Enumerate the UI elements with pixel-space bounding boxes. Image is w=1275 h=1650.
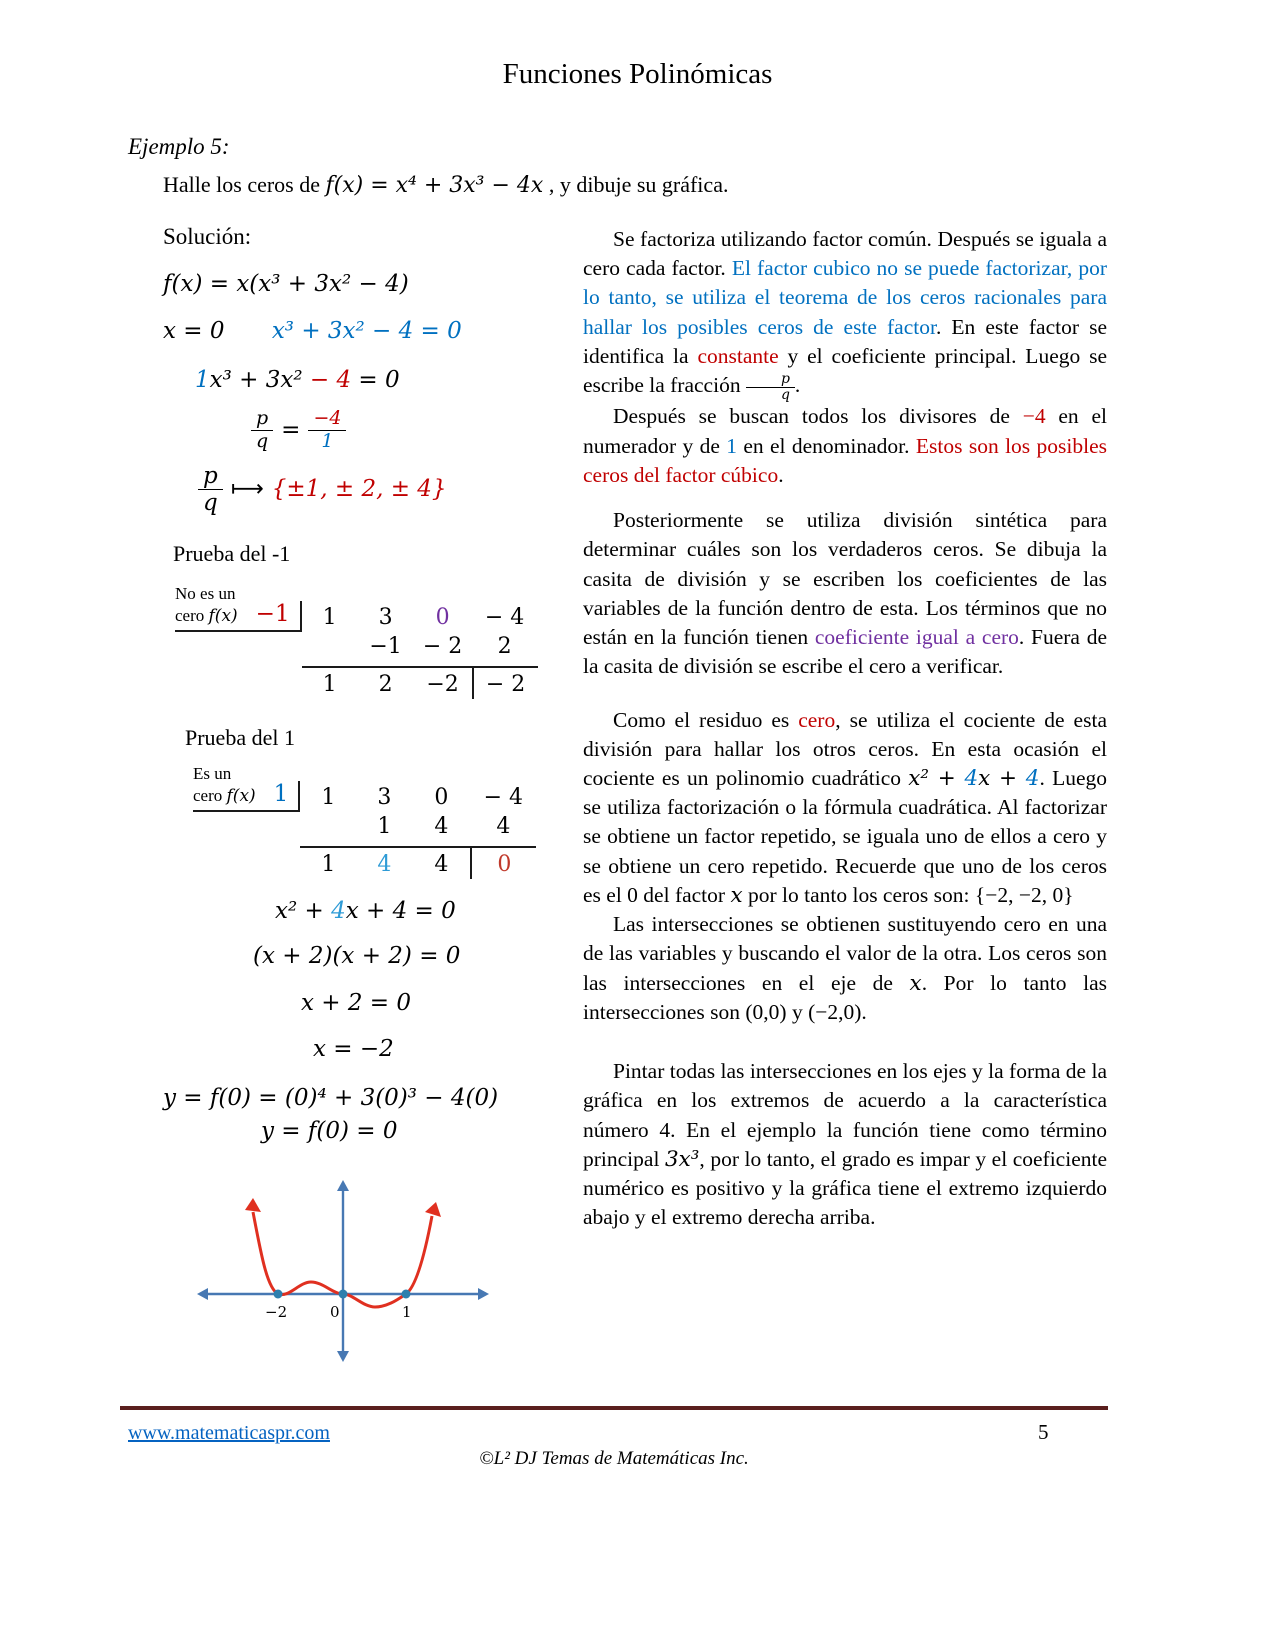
- axis-label-minus2: −2: [265, 1302, 288, 1321]
- text-segment: . Luego se utiliza factorización o la fórmula cuadrática. Al factorizar se obtiene un factor repetido, se iguala uno de ellos a cero y se obtiene un cero repetido. Recuerde que uno de los ceros es el 0 del factor: [583, 766, 1107, 907]
- text-segment: . Por lo tanto las intersecciones son (0,0) y (−2,0).: [583, 970, 1108, 1024]
- equation-root: x = −2: [313, 1036, 394, 1063]
- text-segment: Como el residuo es: [613, 707, 799, 732]
- function-graph: [193, 1176, 493, 1366]
- fraction-denominator-value: 1: [321, 430, 334, 453]
- pq-fraction: [251, 408, 273, 453]
- math-segment: x: [730, 882, 743, 908]
- text-segment: y el coeficiente principal. Luego se escribe la fracción: [583, 343, 1108, 398]
- paragraph-intersections: [583, 910, 1107, 1027]
- fraction-numerator: p: [746, 372, 795, 388]
- footer-copyright: ©L² DJ Temas de Matemáticas Inc.: [479, 1448, 749, 1469]
- equation-coefficients: [195, 366, 578, 395]
- synthetic-cell: 1: [321, 785, 336, 811]
- fraction-numerator-value: −4: [308, 408, 346, 431]
- text-segment: Posteriormente se utiliza división sintética para determinar cuáles son los verdaderos ceros. Se dibuja la casita de división y se escriben los coeficientes de las variables de la función dentro de esta. Los términos que no están en la función tienen: [583, 508, 1107, 650]
- synthetic-cell: 2: [497, 634, 512, 659]
- paragraph-residue: [583, 706, 1107, 911]
- text-segment-blue: El factor cubico no se puede factorizar, por lo tanto, se utiliza el teorema de los ceros racionales para hallar los posibles ceros de este factor: [583, 256, 1107, 339]
- math-segment-blue: 4: [964, 766, 979, 791]
- equals-zero: = 0: [351, 366, 400, 393]
- math-segment: 3x³: [664, 1146, 700, 1172]
- synthetic-result-cell: 1: [302, 666, 358, 699]
- synthetic-cell: − 2: [422, 634, 463, 659]
- synthetic-result-cell: −2: [414, 666, 472, 699]
- synthetic-cell: 4: [496, 814, 511, 840]
- synthetic-result-cell: 4: [356, 846, 412, 879]
- synthetic-cell: [302, 657, 358, 666]
- synthetic-cell: 3: [378, 605, 393, 630]
- synthetic-division-minus1: [175, 583, 578, 699]
- y-axis-bottom-arrow-icon: [337, 1351, 349, 1362]
- problem-prefix: Halle los ceros de: [163, 172, 326, 197]
- curve-left-arrow-icon: [245, 1198, 261, 1212]
- equation-set-zero: [163, 317, 578, 346]
- text-segment: Se factoriza utilizando factor común. Después se iguala a cero cada factor.: [583, 227, 1107, 281]
- possible-zeros-set: {±1, ± 2, ± 4}: [271, 475, 447, 502]
- axis-label-zero: 0: [330, 1302, 340, 1321]
- paragraph-graphing: [583, 1057, 1107, 1232]
- synthetic-result-cell: 1: [300, 846, 356, 879]
- synthetic-result-cell: 4: [412, 846, 470, 879]
- synthetic-cell: 4: [434, 814, 449, 840]
- possible-zeros-equation: [198, 463, 578, 517]
- text-segment: en el denominador.: [737, 433, 916, 458]
- fraction-denominator: q: [203, 490, 218, 517]
- paragraph-divisors: [583, 402, 1107, 490]
- text-segment: . En este factor se identifica la: [583, 314, 1107, 368]
- constant-term: − 4: [302, 366, 352, 393]
- problem-suffix: , y dibuje su gráfica.: [548, 172, 729, 197]
- text-segment-red: cero: [798, 707, 836, 732]
- quad-part-a: x² +: [275, 898, 332, 925]
- quad-part-c: x + 4 = 0: [345, 898, 456, 925]
- middle-terms: x³ + 3x²: [209, 366, 303, 393]
- text-segment: , por lo tanto, el grado es impar y el coeficiente numérico es positivo y la gráfica tiene el extremo izquierdo abajo y el extremo derecha arriba.: [583, 1146, 1107, 1230]
- synthetic-cell-zero: 0: [435, 605, 450, 630]
- leading-coefficient: 1: [195, 366, 210, 393]
- synthetic-remainder-cell: 0: [470, 846, 536, 879]
- footer-website-link[interactable]: www.matematicaspr.com: [128, 1422, 330, 1444]
- equation-linear: x + 2 = 0: [301, 989, 412, 1016]
- text-segment-red: Estos son los posibles ceros del factor cúbico: [583, 433, 1107, 487]
- problem-statement: [163, 172, 728, 198]
- text-segment: por lo tanto los ceros son: {−2, −2, 0}: [742, 882, 1074, 907]
- math-segment: x² +: [908, 766, 965, 791]
- solution-label: Solución:: [163, 224, 252, 249]
- paragraph-synthetic-division: [583, 506, 1107, 681]
- equals-sign: =: [281, 416, 301, 443]
- note-line2: cero: [175, 605, 209, 625]
- text-segment: Pintar todas las intersecciones en los ejes y la forma de la gráfica en los extremos de acuerdo a la característica número 4. En el ejemplo la función tiene como término principal: [583, 1059, 1107, 1171]
- fraction-numerator: p: [251, 408, 273, 431]
- math-segment-blue: 4: [1025, 766, 1040, 791]
- inline-pq-fraction: [746, 372, 795, 402]
- note-line1: Es un: [193, 764, 232, 783]
- solution-column: [163, 224, 578, 1366]
- math-segment: x +: [978, 766, 1026, 791]
- problem-formula: f(x) = x⁴ + 3x³ − 4x: [325, 173, 544, 198]
- text-segment: en el numerador y de: [583, 404, 1107, 458]
- vertical-gap: [583, 1027, 1107, 1057]
- fraction-numerator: p: [198, 463, 223, 490]
- math-segment: x: [909, 970, 922, 996]
- pq-fraction-big: [198, 463, 223, 517]
- equation-x-zero: x = 0: [163, 317, 225, 344]
- quad-coefficient: 4: [331, 898, 346, 925]
- text-segment: .: [794, 373, 801, 398]
- synthetic-remainder-cell: − 2: [472, 666, 538, 699]
- synthetic-division-plus1: [193, 763, 578, 879]
- equation-factored-quadratic: (x + 2)(x + 2) = 0: [253, 942, 461, 969]
- equation-factored: f(x) = x(x³ + 3x² − 4): [163, 271, 409, 297]
- equation-quadratic: [275, 897, 578, 926]
- footer-rule: [120, 1406, 1108, 1410]
- x-axis-right-arrow-icon: [478, 1288, 489, 1300]
- division-divisor: −1: [244, 601, 302, 632]
- text-segment: , se utiliza el cociente de esta división para hallar los otros ceros. En esta ocasión el cociente es un polinomio cuadrático: [583, 707, 1107, 790]
- text-segment-blue: 1: [726, 433, 737, 458]
- text-segment: Las intersecciones se obtienen sustituyendo cero en una de las variables y buscando el valor de la otra. Los ceros son las intersecciones en el eje de: [583, 912, 1107, 995]
- text-segment-red: −4: [1022, 404, 1046, 429]
- text-segment: Después se buscan todos los divisores de: [613, 404, 1023, 429]
- fraction-denominator: q: [256, 430, 269, 453]
- text-segment-red: constante: [697, 343, 779, 368]
- synthetic-cell: 3: [377, 785, 392, 811]
- synthetic-cell: − 4: [483, 785, 524, 811]
- synthetic-cell: −1: [369, 634, 402, 659]
- test-minus1-heading: Prueba del -1: [173, 540, 291, 566]
- page-title: Funciones Polinómicas: [502, 58, 773, 90]
- vertical-gap: [583, 490, 1107, 506]
- synthetic-cell: 1: [322, 605, 337, 630]
- intercept-point-one: [402, 1289, 411, 1298]
- intercept-point-origin: [339, 1289, 348, 1298]
- note-fx: f(x): [226, 786, 256, 807]
- note-line1: No es un: [175, 583, 236, 603]
- example-heading: Ejemplo 5:: [128, 134, 230, 159]
- note-line2: cero: [193, 786, 227, 806]
- synthetic-cell: [300, 837, 356, 846]
- note-fx: f(x): [208, 605, 238, 626]
- fraction-denominator: q: [780, 386, 790, 403]
- paragraph-factorization: [583, 225, 1107, 402]
- vertical-gap: [583, 682, 1107, 706]
- text-segment: .: [778, 462, 784, 487]
- text-segment: . Fuera de la casita de división se escribe el cero a verificar.: [583, 625, 1107, 679]
- x-axis-left-arrow-icon: [197, 1288, 208, 1300]
- equation-y-result: y = f(0) = 0: [261, 1117, 398, 1144]
- synthetic-cell: 1: [377, 814, 392, 840]
- synthetic-cell: 0: [434, 785, 449, 811]
- axis-label-one: 1: [402, 1302, 412, 1321]
- value-fraction: [308, 408, 346, 453]
- division-note: [175, 583, 244, 632]
- division-divisor: 1: [262, 781, 301, 812]
- explanation-column: [583, 225, 1107, 1233]
- page-number: 5: [1038, 1420, 1049, 1444]
- curve-right-arrow-icon: [425, 1202, 441, 1217]
- synthetic-result-cell: 2: [358, 666, 414, 699]
- text-segment-purple: coeficiente igual a cero: [814, 625, 1019, 650]
- equation-y-substitution: y = f(0) = (0)⁴ + 3(0)³ − 4(0): [163, 1085, 499, 1112]
- intercept-point-minus2: [274, 1289, 283, 1298]
- mapsto-arrow-icon: ⟼: [230, 475, 264, 502]
- y-axis-top-arrow-icon: [337, 1180, 349, 1191]
- test-plus1-heading: Prueba del 1: [185, 725, 295, 750]
- pq-fraction-equation: [251, 408, 578, 453]
- division-note: [193, 763, 262, 812]
- synthetic-cell: − 4: [484, 605, 525, 630]
- equation-cubic: x³ + 3x² − 4 = 0: [271, 317, 462, 344]
